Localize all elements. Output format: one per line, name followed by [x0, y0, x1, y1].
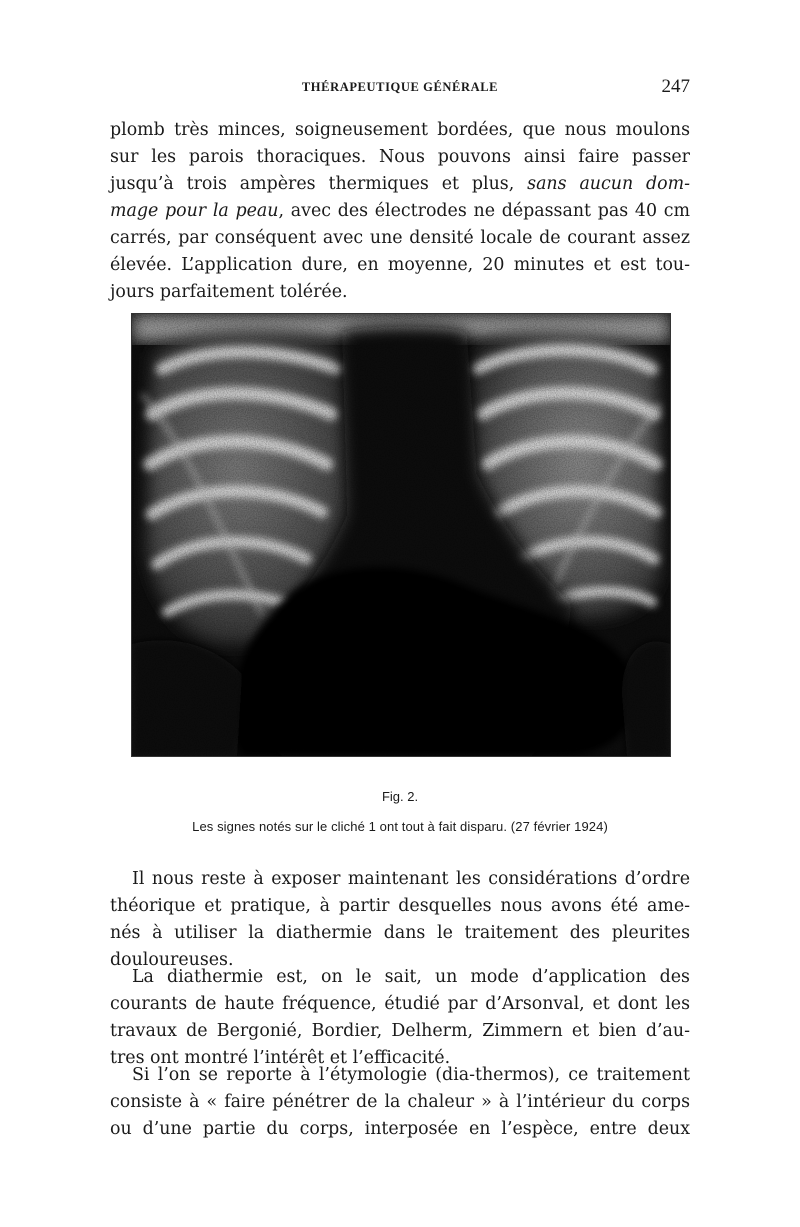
italic-text: mage pour la peau [110, 201, 279, 221]
text-line: carrés, par conséquent avec une densité locale de courant assez [110, 228, 690, 248]
running-title: THÉRAPEUTIQUE GÉNÉRALE [301, 80, 499, 94]
text-line: courants de haute fréquence, étudié par d’Arsonval, et dont les [110, 994, 690, 1014]
paragraph [110, 964, 690, 1072]
text-line: jours parfaitement tolérée. [110, 282, 348, 302]
text-line: La diathermie est, on le sait, un mode d’application des [132, 967, 690, 987]
text-line: élevée. L’application dure, en moyenne, 20 minutes et est tou- [110, 255, 690, 275]
text-line: sur les parois thoraciques. Nous pouvons ainsi faire passer [110, 147, 690, 167]
paragraph [110, 1062, 690, 1143]
figure-label: Fig. 2. [381, 789, 419, 804]
text-line: Si l’on se reporte à l’étymologie (dia-thermos), ce traitement [132, 1065, 690, 1085]
text-line: douloureuses. [110, 950, 234, 970]
paragraph-continuation [110, 117, 690, 306]
text-line: travaux de Bergonié, Bordier, Delherm, Zimmern et bien d’au- [110, 1021, 690, 1041]
text-line: consiste à « faire pénétrer de la chaleur » à l’intérieur du corps [110, 1092, 690, 1112]
text-line: tres ont montré l’intérêt et l’efficacité. [110, 1048, 451, 1068]
text-line: théorique et pratique, à partir desquelles nous avons été ame- [110, 896, 690, 916]
paragraph [110, 866, 690, 974]
text-span: jusqu’à trois ampères thermiques et plus, [110, 174, 528, 194]
figure-caption: Les signes notés sur le cliché 1 ont tout à fait disparu. (27 février 1924) [192, 819, 608, 834]
text-line: ou d’une partie du corps, interposée en l’espèce, entre deux [110, 1119, 690, 1139]
page-number: 247 [661, 76, 690, 97]
text-line [110, 198, 690, 225]
running-header [110, 76, 690, 98]
text-span: , avec des électrodes ne dépassant pas 40 cm [278, 201, 690, 221]
chest-xray-figure [131, 313, 671, 757]
text-line: Il nous reste à exposer maintenant les considérations d’ordre [132, 869, 690, 889]
text-line: plomb très minces, soigneusement bordées, que nous moulons [110, 120, 690, 140]
italic-text: sans aucun dom- [527, 174, 690, 194]
chest-xray-image [132, 314, 670, 756]
text-line: nés à utiliser la diathermie dans le traitement des pleurites [110, 923, 690, 943]
text-line [110, 171, 690, 198]
